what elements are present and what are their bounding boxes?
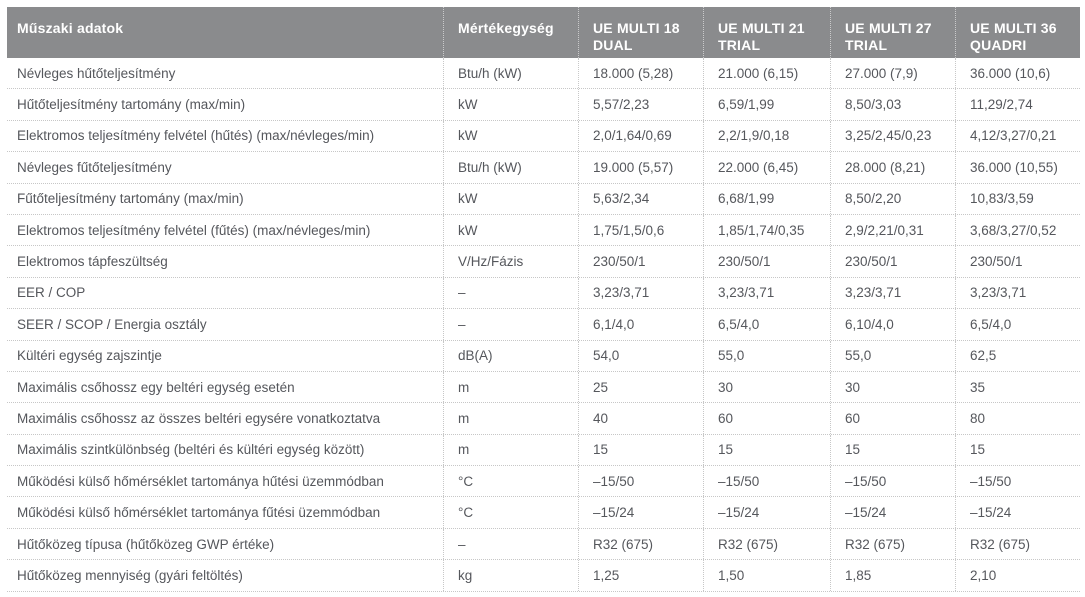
- row-label: Működési külső hőmérséklet tartománya hűtési üzemmódban: [17, 473, 384, 489]
- value-cell: 1,25: [578, 560, 703, 590]
- value-cell: 1,85: [830, 560, 955, 590]
- table-row: [7, 403, 1080, 434]
- value-cell: 6,5/4,0: [703, 309, 830, 339]
- row-label: Maximális szintkülönbség (beltéri és kültéri egység között): [17, 442, 365, 458]
- value-cell: 2,0/1,64/0,69: [578, 121, 703, 151]
- value-cell: 22.000 (6,45): [703, 152, 830, 182]
- unit-cell: Btu/h (kW): [443, 58, 578, 88]
- value-cell: 30: [830, 372, 955, 402]
- row-label: EER / COP: [17, 285, 86, 301]
- unit-cell: kW: [443, 121, 578, 151]
- value-cell: 10,83/3,59: [955, 184, 1080, 214]
- table-row: [7, 184, 1080, 215]
- unit-cell: dB(A): [443, 341, 578, 371]
- value-cell: 3,23/3,71: [830, 278, 955, 308]
- row-label: Hűtőközeg típusa (hűtőközeg GWP értéke): [17, 536, 275, 552]
- spec-table: [7, 7, 1080, 592]
- value-cell: 36.000 (10,55): [955, 152, 1080, 182]
- value-cell: R32 (675): [830, 529, 955, 559]
- value-cell: 8,50/3,03: [830, 89, 955, 119]
- value-cell: 1,75/1,5/0,6: [578, 215, 703, 245]
- unit-cell: kg: [443, 560, 578, 590]
- table-row: [7, 560, 1080, 591]
- product-column-header: UE MULTI 27 TRIAL: [830, 7, 955, 58]
- value-cell: 80: [955, 403, 1080, 433]
- value-cell: 4,12/3,27/0,21: [955, 121, 1080, 151]
- value-cell: 6,1/4,0: [578, 309, 703, 339]
- product-column-header: UE MULTI 36 QUADRI: [955, 7, 1080, 58]
- value-cell: 11,29/2,74: [955, 89, 1080, 119]
- table-row: [7, 529, 1080, 560]
- unit-cell: kW: [443, 184, 578, 214]
- table-row: [7, 372, 1080, 403]
- value-cell: 15: [830, 435, 955, 465]
- value-cell: 15: [955, 435, 1080, 465]
- value-cell: –15/24: [578, 497, 703, 527]
- table-row: [7, 58, 1080, 89]
- value-cell: –15/24: [703, 497, 830, 527]
- value-cell: 60: [703, 403, 830, 433]
- unit-cell: kW: [443, 89, 578, 119]
- value-cell: 18.000 (5,28): [578, 58, 703, 88]
- value-cell: 27.000 (7,9): [830, 58, 955, 88]
- value-cell: 230/50/1: [955, 246, 1080, 276]
- value-cell: 3,68/3,27/0,52: [955, 215, 1080, 245]
- value-cell: 1,50: [703, 560, 830, 590]
- value-cell: 40: [578, 403, 703, 433]
- row-label: Működési külső hőmérséklet tartománya fűtési üzemmódban: [17, 505, 381, 521]
- value-cell: –15/24: [830, 497, 955, 527]
- row-label: Névleges hűtőteljesítmény: [17, 65, 176, 81]
- value-cell: 54,0: [578, 341, 703, 371]
- unit-cell: kW: [443, 215, 578, 245]
- unit-cell: –: [443, 278, 578, 308]
- value-cell: 2,2/1,9/0,18: [703, 121, 830, 151]
- table-body: [7, 58, 1080, 592]
- unit-cell: m: [443, 403, 578, 433]
- unit-cell: –: [443, 529, 578, 559]
- product-column-header: UE MULTI 18 DUAL: [578, 7, 703, 58]
- row-label: Kültéri egység zajszintje: [17, 348, 162, 364]
- value-cell: 230/50/1: [830, 246, 955, 276]
- value-cell: 62,5: [955, 341, 1080, 371]
- table-row: [7, 215, 1080, 246]
- value-cell: R32 (675): [955, 529, 1080, 559]
- unit-cell: °C: [443, 466, 578, 496]
- table-row: [7, 466, 1080, 497]
- table-title: Műszaki adatok: [17, 20, 124, 36]
- value-cell: 5,57/2,23: [578, 89, 703, 119]
- table-row: [7, 89, 1080, 120]
- value-cell: 28.000 (8,21): [830, 152, 955, 182]
- value-cell: 35: [955, 372, 1080, 402]
- row-label: Maximális csőhossz egy beltéri egység esetén: [17, 379, 295, 395]
- value-cell: 3,23/3,71: [703, 278, 830, 308]
- row-label: Hűtőteljesítmény tartomány (max/min): [17, 97, 246, 113]
- table-row: [7, 341, 1080, 372]
- value-cell: 25: [578, 372, 703, 402]
- table-row: [7, 309, 1080, 340]
- unit-cell: Btu/h (kW): [443, 152, 578, 182]
- value-cell: 15: [703, 435, 830, 465]
- value-cell: –15/24: [955, 497, 1080, 527]
- value-cell: 36.000 (10,6): [955, 58, 1080, 88]
- value-cell: 2,9/2,21/0,31: [830, 215, 955, 245]
- value-cell: –15/50: [578, 466, 703, 496]
- row-label: Maximális csőhossz az összes beltéri egysére vonatkoztatva: [17, 410, 381, 426]
- row-label: Névleges fűtőteljesítmény: [17, 159, 172, 175]
- value-cell: 30: [703, 372, 830, 402]
- value-cell: 230/50/1: [578, 246, 703, 276]
- row-label: Elektromos tápfeszültség: [17, 254, 168, 270]
- value-cell: 3,25/2,45/0,23: [830, 121, 955, 151]
- row-label: Hűtőközeg mennyiség (gyári feltöltés): [17, 567, 243, 583]
- table-header-row: [7, 7, 1080, 58]
- table-row: [7, 497, 1080, 528]
- value-cell: 6,59/1,99: [703, 89, 830, 119]
- product-column-header: UE MULTI 21 TRIAL: [703, 7, 830, 58]
- unit-cell: V/Hz/Fázis: [443, 246, 578, 276]
- value-cell: 19.000 (5,57): [578, 152, 703, 182]
- row-label: Fűtőteljesítmény tartomány (max/min): [17, 191, 244, 207]
- row-label: Elektromos teljesítmény felvétel (fűtés) (max/névleges/min): [17, 222, 371, 238]
- value-cell: 2,10: [955, 560, 1080, 590]
- value-cell: 230/50/1: [703, 246, 830, 276]
- value-cell: –15/50: [703, 466, 830, 496]
- value-cell: R32 (675): [703, 529, 830, 559]
- row-label: Elektromos teljesítmény felvétel (hűtés) (max/névleges/min): [17, 128, 375, 144]
- value-cell: 6,68/1,99: [703, 184, 830, 214]
- value-cell: 5,63/2,34: [578, 184, 703, 214]
- row-label: SEER / SCOP / Energia osztály: [17, 316, 207, 332]
- unit-cell: –: [443, 309, 578, 339]
- unit-column-header: Mértékegység: [443, 7, 578, 58]
- value-cell: R32 (675): [578, 529, 703, 559]
- value-cell: 55,0: [830, 341, 955, 371]
- unit-cell: °C: [443, 497, 578, 527]
- value-cell: 6,5/4,0: [955, 309, 1080, 339]
- value-cell: 6,10/4,0: [830, 309, 955, 339]
- table-row: [7, 246, 1080, 277]
- table-row: [7, 121, 1080, 152]
- table-row: [7, 278, 1080, 309]
- value-cell: 60: [830, 403, 955, 433]
- value-cell: 3,23/3,71: [955, 278, 1080, 308]
- unit-cell: m: [443, 372, 578, 402]
- value-cell: –15/50: [955, 466, 1080, 496]
- table-row: [7, 435, 1080, 466]
- value-cell: 21.000 (6,15): [703, 58, 830, 88]
- value-cell: –15/50: [830, 466, 955, 496]
- value-cell: 15: [578, 435, 703, 465]
- value-cell: 1,85/1,74/0,35: [703, 215, 830, 245]
- table-row: [7, 152, 1080, 183]
- unit-cell: m: [443, 435, 578, 465]
- value-cell: 55,0: [703, 341, 830, 371]
- value-cell: 8,50/2,20: [830, 184, 955, 214]
- value-cell: 3,23/3,71: [578, 278, 703, 308]
